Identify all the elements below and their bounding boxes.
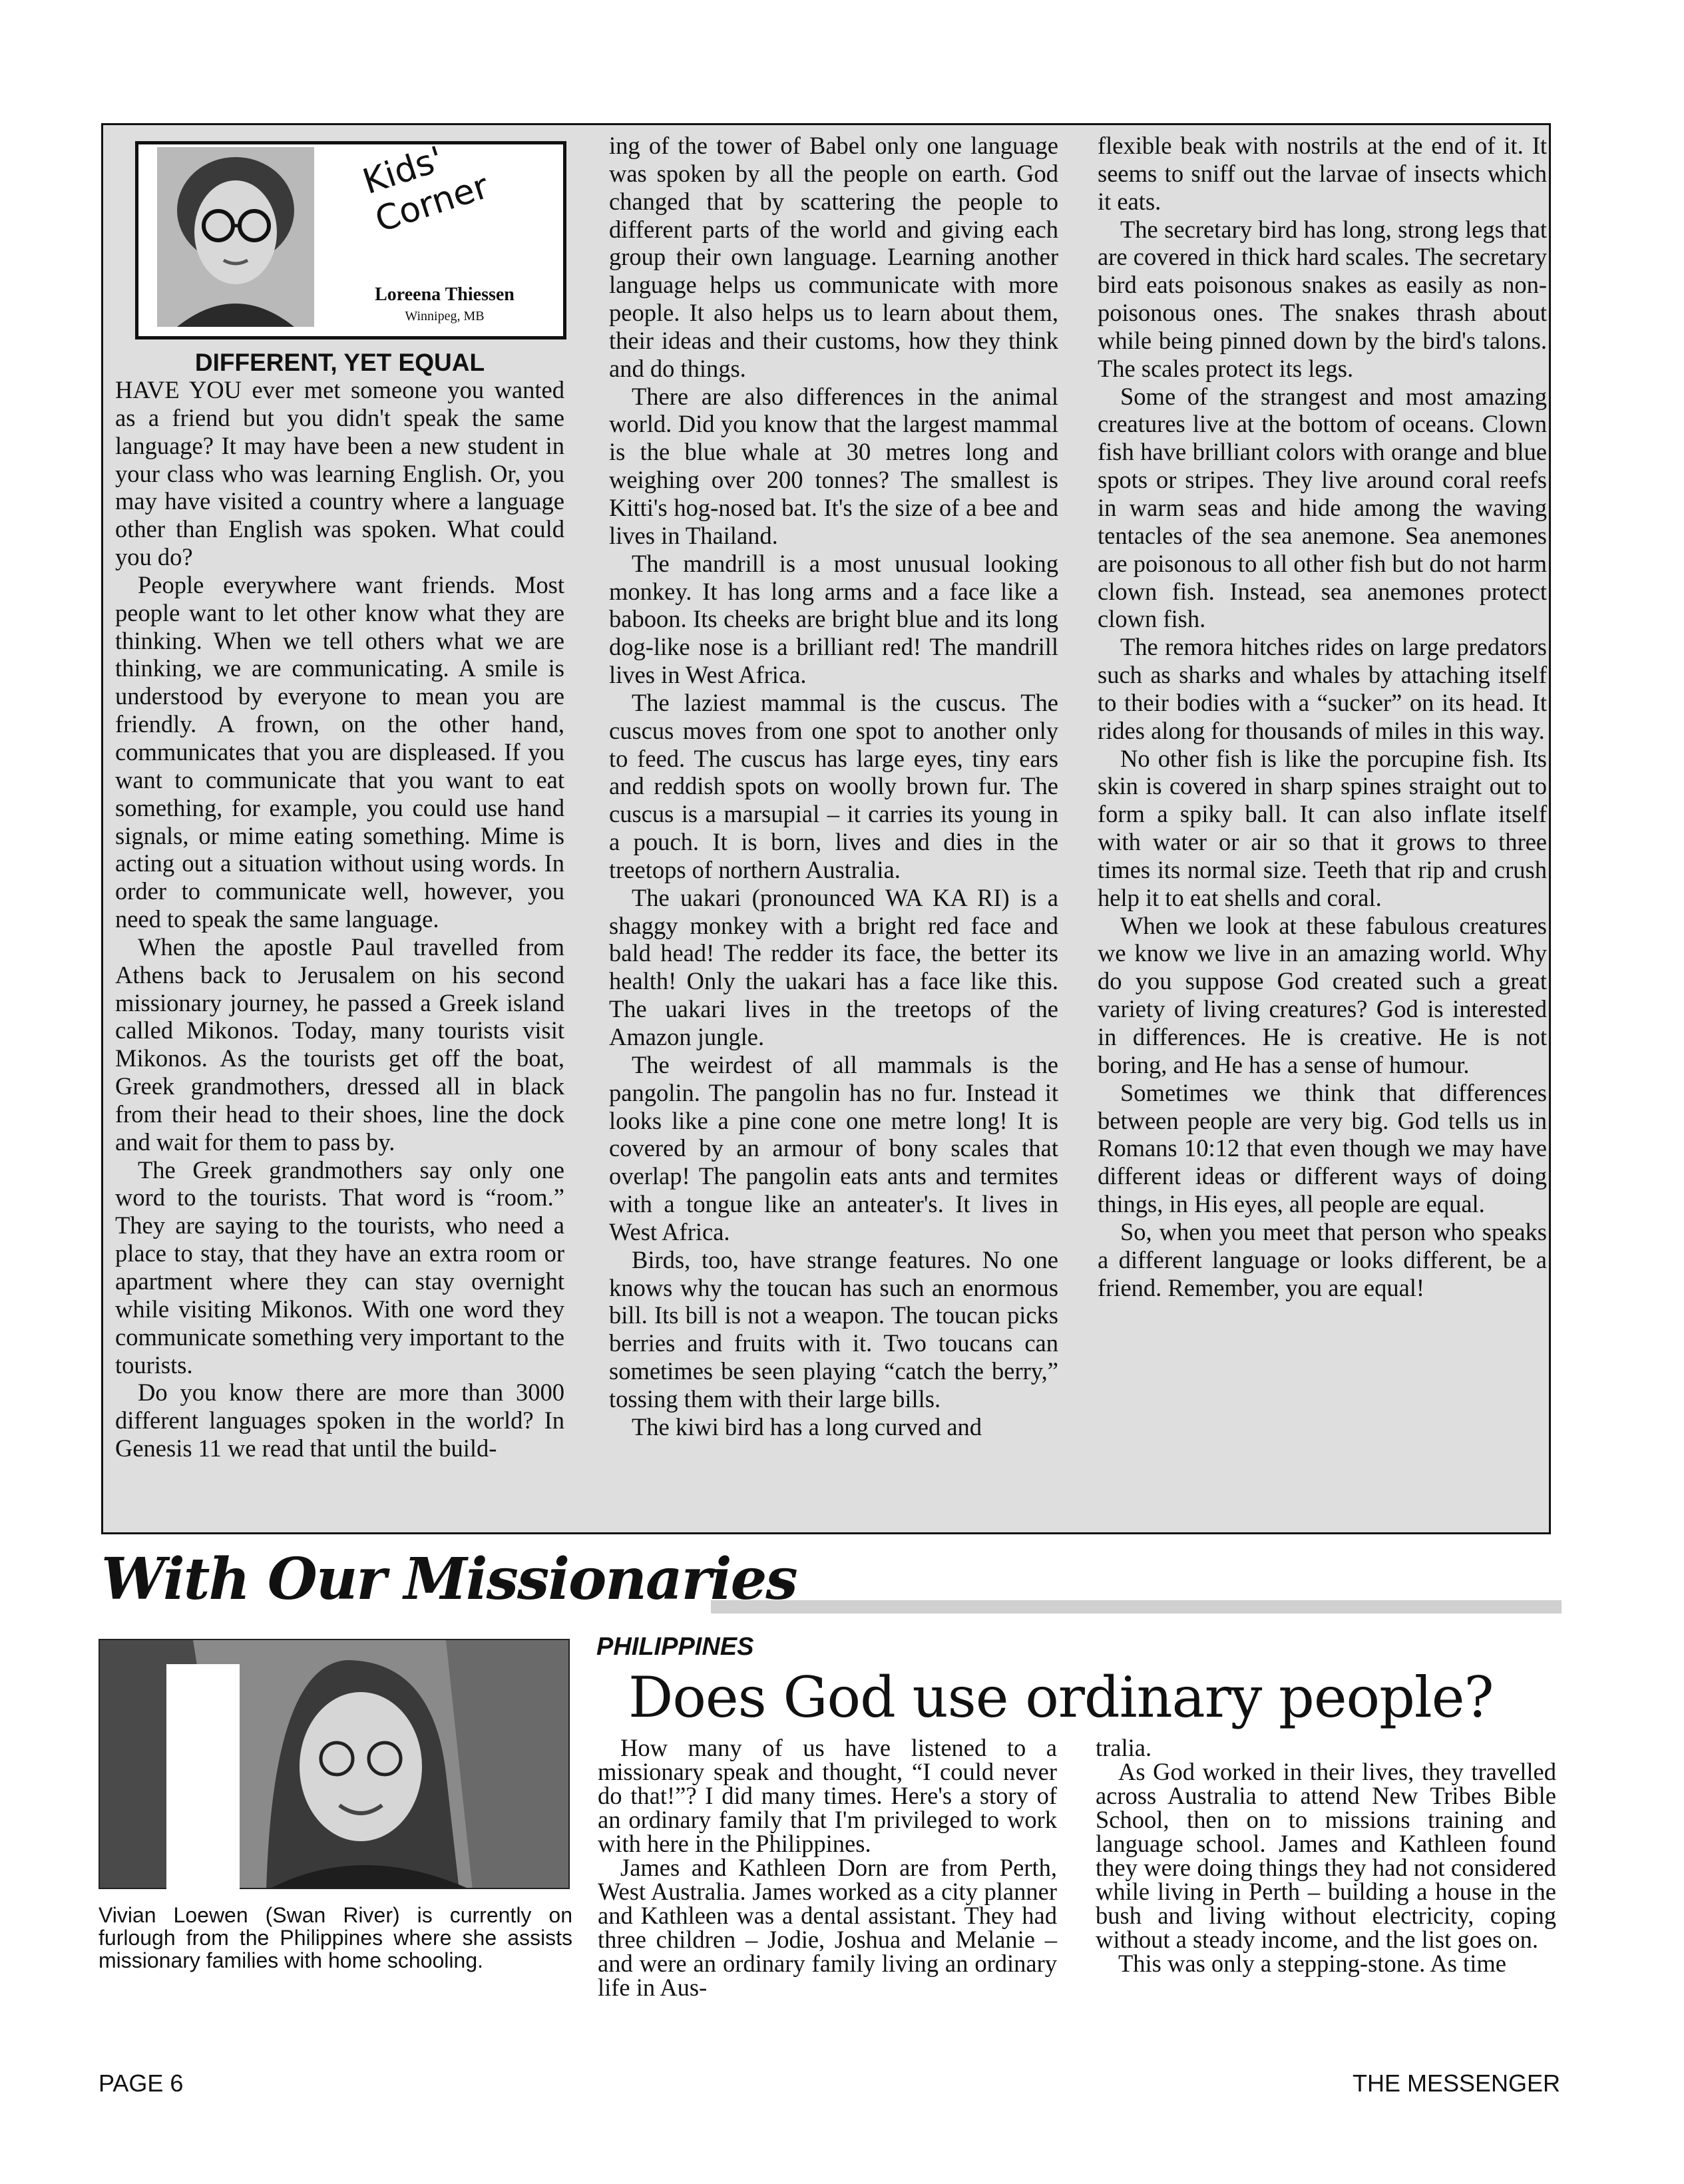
redaction-block xyxy=(166,1664,240,1924)
paragraph: The mandrill is a most unusual looking monkey. It has long arms and a face like a baboon. Its cheeks are bright blue and its long dog-like nose is a brilliant red! The mandrill lives in West Africa. xyxy=(609,549,1058,689)
kids-column-1 xyxy=(115,349,564,1462)
paragraph: ing of the tower of Babel only one language was spoken by all the people on earth. God changed that by scattering the people to different parts of the world and giving each group their own language. Learning another language helps us communicate with more people. It also helps us to learn about them, their ideas and their customs, how they think and do things. xyxy=(609,132,1058,382)
article-headline: DIFFERENT, YET EQUAL xyxy=(194,349,485,376)
kids-corner-logo: Kids' Corner xyxy=(358,139,494,241)
kids-corner-box xyxy=(101,123,1551,1534)
section-title: With Our Missionaries xyxy=(101,1546,797,1613)
paragraph: There are also differences in the animal world. Did you know that the largest mammal is the blue whale at 30 metres long and weighing over 200 tonnes? The smallest is Kitti's hog-nosed bat. It's the size of a bee and lives in Thailand. xyxy=(609,382,1058,549)
kids-column-3 xyxy=(1098,132,1547,1301)
story-column-1 xyxy=(598,1736,1057,2000)
paragraph: The uakari (pronounced WA KA RI) is a shaggy monkey with a bright red face and bald head! The redder its face, the better its health! Only the uakari has a face like this. The uakari lives in the treetops of the Amazon jungle. xyxy=(609,883,1058,1050)
paragraph: Do you know there are more than 3000 different languages spoken in the world? In Genesis 11 we read that until the build- xyxy=(115,1379,564,1462)
kids-column-2 xyxy=(609,132,1058,1441)
page-number: PAGE 6 xyxy=(99,2070,184,2097)
paragraph: flexible beak with nostrils at the end of it. It seems to sniff out the larvae of insects which it eats. xyxy=(1098,132,1547,215)
paragraph: The kiwi bird has a long curved and xyxy=(632,1413,982,1440)
author-portrait-photo xyxy=(157,147,314,327)
paragraph: The Greek grandmothers say only one word to the tourists. That word is “room.” They are saying to the tourists, who need a place to stay, that they have an extra room or apartment where they can stay overnight while visiting Mikonos. With one word they communicate something very important to the tourists. xyxy=(115,1156,564,1379)
story-title: Does God use ordinary people? xyxy=(628,1665,1494,1730)
paragraph: How many of us have listened to a missionary speak and thought, “I could never do that!”? I did many times. Here's a story of an ordinary family that I'm privileged to work with here in the Philippines. xyxy=(598,1734,1057,1857)
story-column-2 xyxy=(1096,1736,1556,1976)
paragraph: The laziest mammal is the cuscus. The cuscus moves from one spot to another only to feed. The cuscus has large eyes, tiny ears and reddish spots on woolly brown fur. The cuscus is a marsupial – it carries its young in a pouch. It is born, lives and dies in the treetops of northern Australia. xyxy=(609,688,1058,883)
story-region: PHILIPPINES xyxy=(596,1633,754,1661)
paragraph: Birds, too, have strange features. No one knows why the toucan has such an enormous bill. Its bill is not a weapon. The toucan picks berries and fruits with it. Two toucans can sometimes be seen playing “catch the berry,” tossing them with their large bills. xyxy=(609,1245,1058,1413)
author-name: Loreena Thiessen xyxy=(375,284,515,305)
kids-corner-header-card xyxy=(135,141,566,339)
paragraph: When the apostle Paul travelled from Athens back to Jerusalem on his second missionary journey, he passed a Greek island called Mikonos. Today, many tourists visit Mikonos. As the tourists get off the boat, Greek grandmothers, dressed all in black from their head to their shoes, line the dock and wait for them to pass by. xyxy=(115,933,564,1156)
paragraph: The weirdest of all mammals is the pangolin. The pangolin has no fur. Instead it looks like a pine cone one metre long! It is covered by an armour of bony scales that overlap! The pangolin eats ants and termites with a tongue like an anteater's. It lives in West Africa. xyxy=(609,1050,1058,1245)
paragraph: So, when you meet that person who speaks a different language or looks different, be a friend. Remember, you are equal! xyxy=(1098,1217,1547,1301)
paragraph: Some of the strangest and most amazing creatures live at the bottom of oceans. Clown fish have brilliant colors with orange and blue spots or stripes. They live around coral reefs in warm seas and hide among the waving tentacles of the sea anemone. Sea anemones are poisonous to all other fish but do not harm clown fish. Instead, sea anemones protect clown fish. xyxy=(1098,382,1547,633)
author-portrait-image xyxy=(157,147,314,327)
paragraph: The secretary bird has long, strong legs that are covered in thick hard scales. The secretary bird eats poisonous snakes as easily as non-poisonous ones. The snakes thrash about while being pinned down by the bird's talons. The scales protect its legs. xyxy=(1098,215,1547,382)
section-rule xyxy=(711,1600,1562,1614)
paragraph: HAVE YOU ever met someone you wanted as a friend but you didn't speak the same language? It may have been a new student in your class who was learning English. Or, you may have visited a country where a language other than English was spoken. What could you do? xyxy=(115,376,564,571)
paragraph: The remora hitches rides on large predators such as sharks and whales by attaching itself to their bodies with a “sucker” on its head. It rides along for thousands of miles in this way. xyxy=(1098,633,1547,744)
paragraph: tralia. xyxy=(1096,1734,1152,1761)
paragraph: James and Kathleen Dorn are from Perth, West Australia. James worked as a city planner and Kathleen was a dental assistant. They had three children – Jodie, Joshua and Melanie – and were an ordinary family living an ordinary life in Aus- xyxy=(598,1854,1057,2001)
paragraph: This was only a stepping-stone. As time xyxy=(1118,1950,1506,1977)
author-city: Winnipeg, MB xyxy=(405,309,485,324)
paragraph: As God worked in their lives, they travelled across Australia to attend New Tribes Bible School, then on to missions training and language school. James and Kathleen found they were doing things they had not considered while living in Perth – building a house in the bush and living without electricity, coping without a steady income, and the list goes on. xyxy=(1096,1758,1556,1953)
paragraph: No other fish is like the porcupine fish. Its skin is covered in sharp spines straight out to form a spiky ball. It can also inflate itself with water or air so that it grows to three times its normal size. Teeth that rip and crush help it to eat shells and coral. xyxy=(1098,744,1547,911)
paragraph: People everywhere want friends. Most people want to let other know what they are thinking. When we tell others what we are thinking, we are communicating. A smile is understood by everyone to mean you are friendly. A frown, on the other hand, communicates that you are displeased. If you want to communicate that you want to eat something, for example, you could use hand signals, or mime eating something. Mime is acting out a situation without using words. In order to communicate well, however, you need to speak the same language. xyxy=(115,570,564,933)
photo-caption: Vivian Loewen (Swan River) is currently on furlough from the Philippines where she assists missionary families with home schooling. xyxy=(99,1903,572,1972)
publication-name: THE MESSENGER xyxy=(1352,2070,1560,2097)
paragraph: When we look at these fabulous creatures we know we live in an amazing world. Why do you suppose God created such a great variety of living creatures? God is interested in differences. He is creative. He is not boring, and He has a sense of humour. xyxy=(1098,911,1547,1078)
paragraph: Sometimes we think that differences between people are very big. God tells us in Romans 10:12 that even though we may have different ideas or different ways of doing things, in His eyes, all people are equal. xyxy=(1098,1078,1547,1218)
